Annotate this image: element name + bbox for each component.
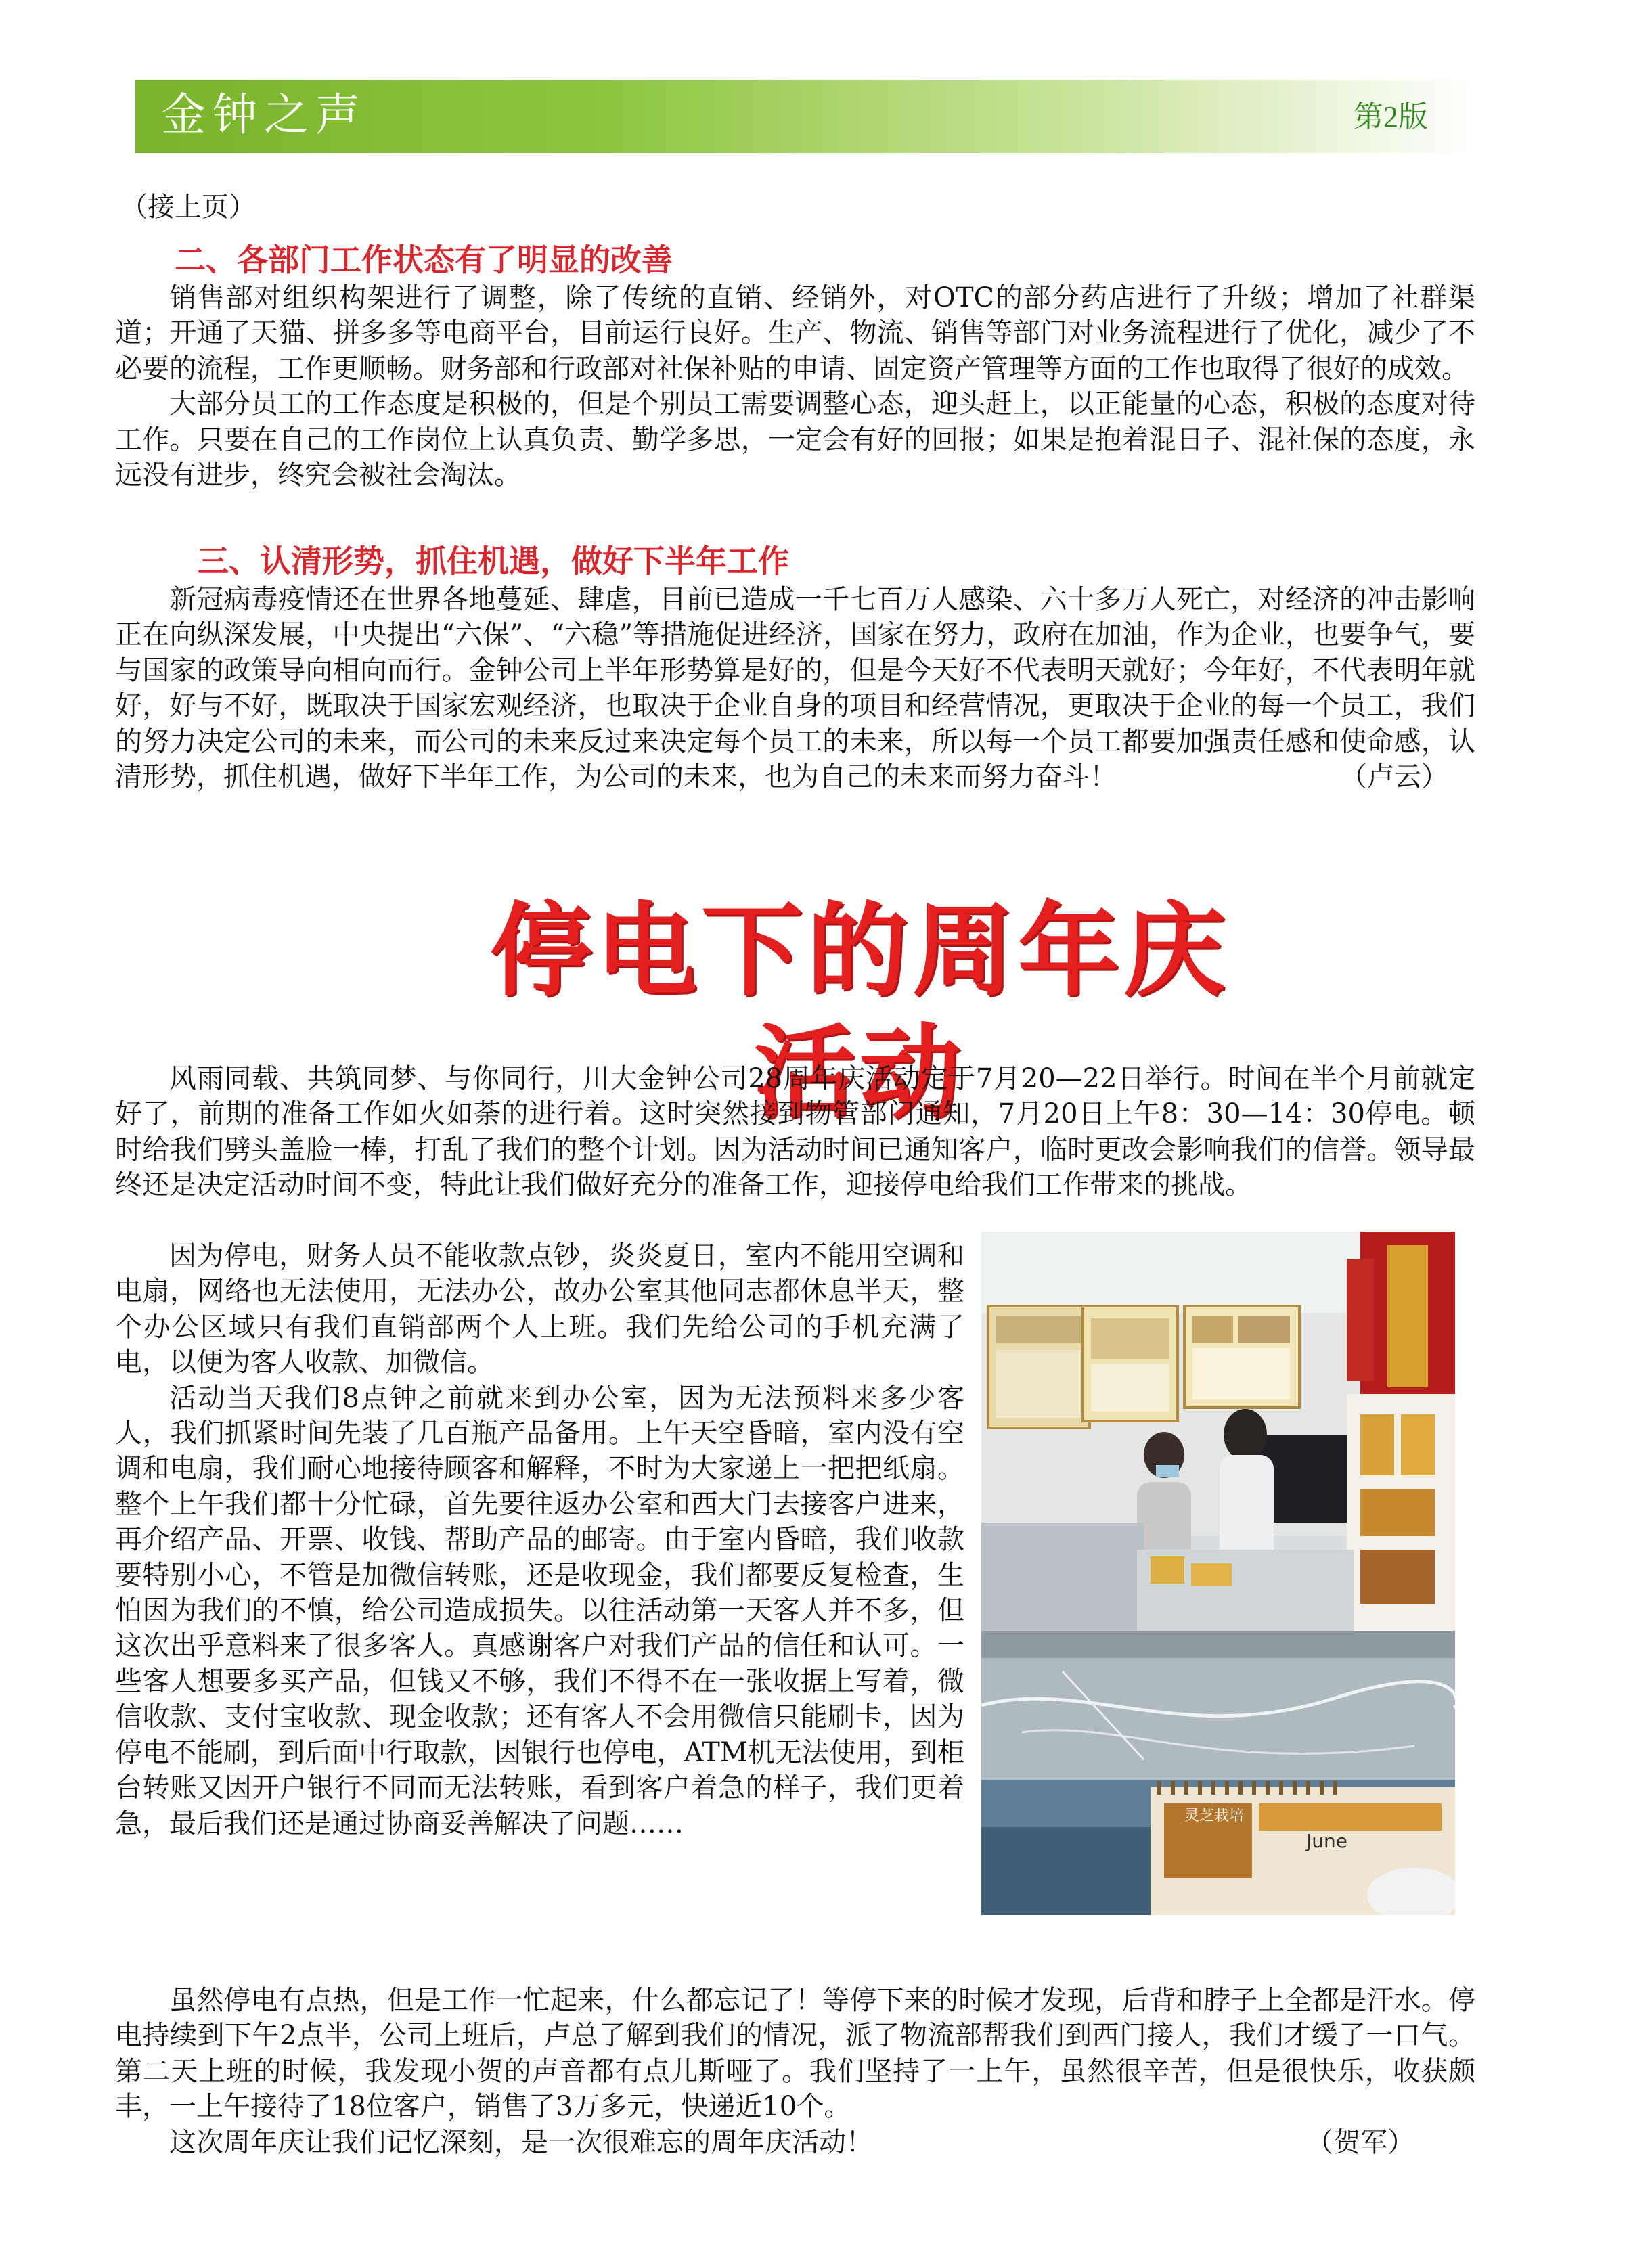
- office-photo: [981, 1232, 1455, 1915]
- section-2-body: [115, 280, 1475, 493]
- paragraph: 虽然停电有点热，但是工作一忙起来，什么都忘记了！等停下来的时候才发现，后背和脖子上全都是汗水。停电持续到下午2点半，公司上班后，卢总了解到我们的情况，派了物流部帮我们到西门接人，我们才缓了一口气。第二天上班的时候，我发现小贺的声音都有点儿斯哑了。我们坚持了一上午，虽然很辛苦，但是很快乐，收获颇丰，一上午接待了18位客户，销售了3万多元，快递近10个。: [115, 1985, 1475, 2123]
- newsletter-title: 金钟之声: [161, 89, 367, 141]
- section-heading-2: 二、各部门工作状态有了明显的改善: [175, 242, 673, 278]
- author-byline: （卢云）: [1340, 761, 1448, 793]
- author-byline: （贺军）: [1306, 2126, 1414, 2158]
- article-title: 停电下的周年庆活动: [489, 891, 1229, 1132]
- article-2-intro: [115, 1061, 1475, 1203]
- section-3-body: [115, 582, 1475, 794]
- paragraph: 因为停电，财务人员不能收款点钞，炎炎夏日，室内不能用空调和电扇，网络也无法使用，无法办公，故办公室其他同志都休息半天，整个办公区域只有我们直销部两个人上班。我们先给公司的手机充满了电，以便为客人收款、加微信。: [115, 1240, 964, 1378]
- section-heading-3: 三、认清形势，抓住机遇，做好下半年工作: [198, 543, 789, 579]
- paragraph: 新冠病毒疫情还在世界各地蔓延、肆虐，目前已造成一千七百万人感染、六十多万人死亡，对经济的冲击影响正在向纵深发展，中央提出“六保”、“六稳”等措施促进经济，国家在努力，政府在加油，作为企业，也要争气，要与国家的政策导向相向而行。金钟公司上半年形势算是好的，但是今天好不代表明天就好；今年好，不代表明年就好，好与不好，既取决于国家宏观经济，也取决于企业自身的项目和经营情况，更取决于企业的每一个员工，我们的努力决定公司的未来，而公司的未来反过来决定每个员工的未来，所以每一个员工都要加强责任感和使命感，认清形势，抓住机遇，做好下半年工作，为公司的未来，也为自己的未来而努力奋斗！ （卢云）: [115, 582, 1475, 794]
- paragraph: 活动当天我们8点钟之前就来到办公室，因为无法预料来多少客人，我们抓紧时间先装了几百瓶产品备用。上午天空昏暗，室内没有空调和电扇，我们耐心地接待顾客和解释，不时为大家递上一把把纸扇。整个上午我们都十分忙碌，首先要往返办公室和西大门去接客户进来，再介绍产品、开票、收钱、帮助产品的邮寄。由于室内昏暗，我们收款要特别小心，不管是加微信转账，还是收现金，我们都要反复检查，生怕因为我们的不慎，给公司造成损失。以往活动第一天客人并不多，但这次出乎意料来了很多客人。真感谢客户对我们产品的信任和认可。一些客人想要多买产品，但钱又不够，我们不得不在一张收据上写着，微信收款、支付宝收款、现金收款；还有客人不会用微信只能刷卡，因为停电不能刷，到后面中行取款，因银行也停电，ATM机无法使用，到柜台转账又因开户银行不同而无法转账，看到客户着急的样子，我们更着急，最后我们还是通过协商妥善解决了问题……: [115, 1382, 964, 1839]
- paragraph: 风雨同载、共筑同梦、与你同行，川大金钟公司28周年庆活动定于7月20—22日举行。时间在半个月前就定好了，前期的准备工作如火如荼的进行着。这时突然接到物管部门通知，7月20日上午8：30—14：30停电。顿时给我们劈头盖脸一棒，打乱了我们的整个计划。因为活动时间已通知客户，临时更改会影响我们的信誉。领导最终还是决定活动时间不变，特此让我们做好充分的准备工作，迎接停电给我们工作带来的挑战。: [115, 1063, 1475, 1201]
- calendar-month: June: [1306, 1830, 1347, 1852]
- paragraph: 这次周年庆让我们记忆深刻，是一次很难忘的周年庆活动！ （贺军）: [115, 2125, 1475, 2160]
- article-2-ending: [115, 1983, 1475, 2160]
- paragraph: 大部分员工的工作态度是积极的，但是个别员工需要调整心态，迎头赶上，以正能量的心态，积极的态度对待工作。只要在自己的工作岗位上认真负责、勤学多思，一定会有好的回报；如果是抱着混日子、混社保的态度，永远没有进步，终究会被社会淘汰。: [115, 388, 1475, 491]
- paragraph: 销售部对组织构架进行了调整，除了传统的直销、经销外，对OTC的部分药店进行了升级；增加了社群渠道；开通了天猫、拼多多等电商平台，目前运行良好。生产、物流、销售等部门对业务流程进行了优化，减少了不必要的流程，工作更顺畅。财务部和行政部对社保补贴的申请、固定资产管理等方面的工作也取得了很好的成效。: [115, 282, 1475, 384]
- article-2-column: [115, 1238, 964, 1841]
- continued-note: （接上页）: [120, 192, 256, 223]
- calendar-caption: 灵芝栽培: [1184, 1808, 1245, 1824]
- edition-number: 第2版: [1354, 100, 1428, 133]
